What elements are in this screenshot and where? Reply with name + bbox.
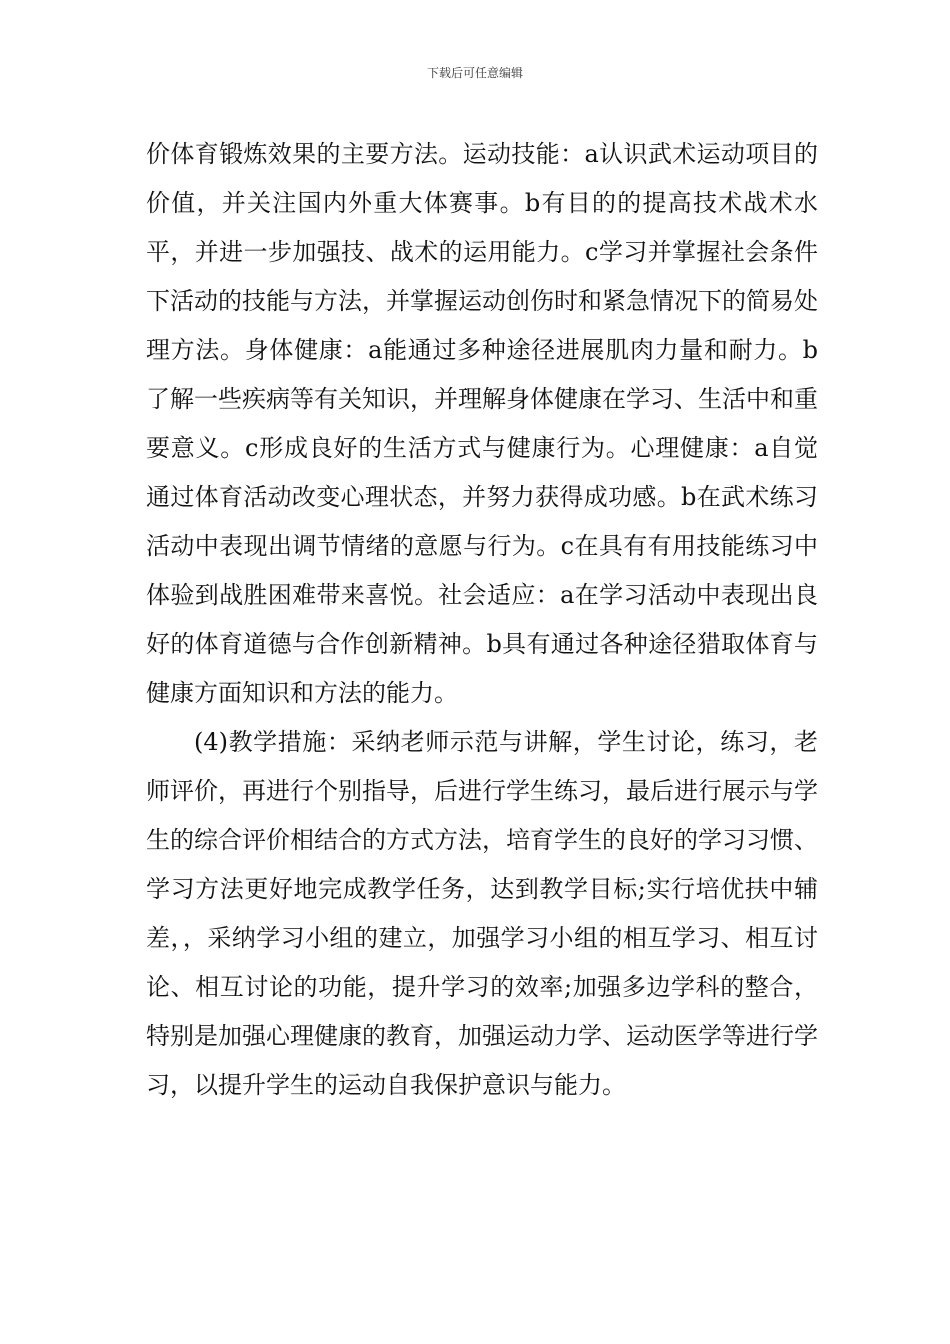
page-header: 下载后可任意编辑 xyxy=(426,66,523,80)
document-body xyxy=(146,130,818,1110)
paragraph-teaching-measures: (4)教学措施：采纳老师示范与讲解，学生讨论，练习，老师评价，再进行个别指导，后进行学生练习，最后进行展示与学生的综合评价相结合的方式方法，培育学生的良好的学习习惯、学习方法更好地完成教学任务，达到教学目标;实行培优扶中辅差，，采纳学习小组的建立，加强学习小组的相互学习、相互讨论、相互讨论的功能，提升学习的效率;加强多边学科的整合，特别是加强心理健康的教育，加强运动力学、运动医学等进行学习，以提升学生的运动自我保护意识与能力。 xyxy=(146,728,818,1099)
paragraph-learning-goals: 价体育锻炼效果的主要方法。运动技能：a认识武术运动项目的价值，并关注国内外重大体赛事。b有目的的提高技术战术水平，并进一步加强技、战术的运用能力。c学习并掌握社会条件下活动的技能与方法，并掌握运动创伤时和紧急情况下的简易处理方法。身体健康：a能通过多种途径进展肌肉力量和耐力。b了解一些疾病等有关知识，并理解身体健康在学习、生活中和重要意义。c形成良好的生活方式与健康行为。心理健康：a自觉通过体育活动改变心理状态，并努力获得成功感。b在武术练习活动中表现出调节情绪的意愿与行为。c在具有有用技能练习中体验到战胜困难带来喜悦。社会适应：a在学习活动中表现出良好的体育道德与合作创新精神。b具有通过各种途径猎取体育与健康方面知识和方法的能力。 xyxy=(146,140,818,707)
